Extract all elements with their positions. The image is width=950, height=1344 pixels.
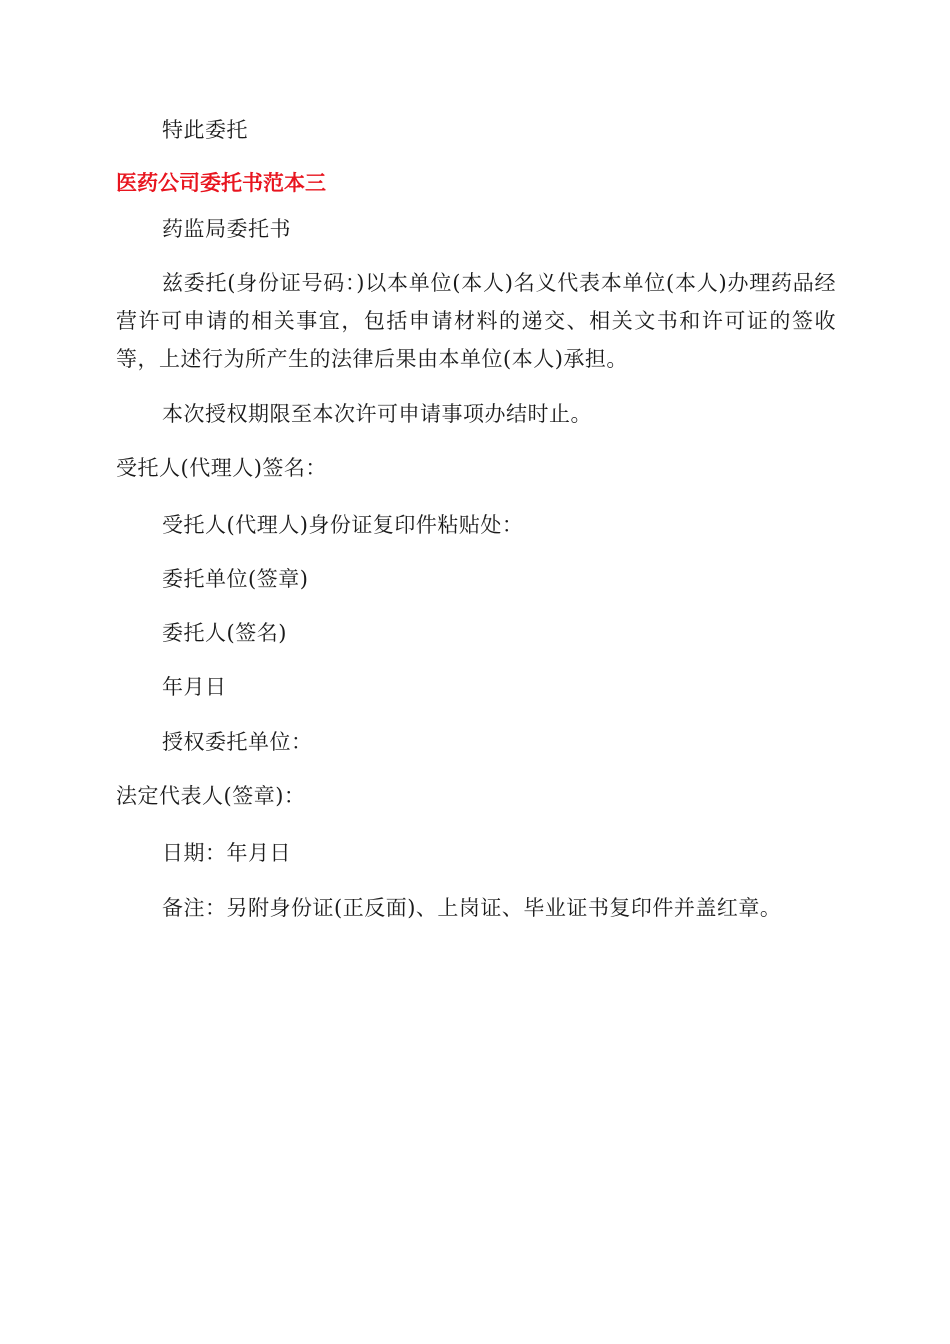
body-paragraph: 兹委托(身份证号码：)以本单位(本人)名义代表本单位(本人)办理药品经营许可申请的相关事宜，包括申请材料的递交、相关文书和许可证的签收等，上述行为所产生的法律后果由本单位(本人)承担。	[116, 271, 836, 371]
legal-representative-label: 法定代表人(签章)：	[116, 784, 306, 808]
section-heading: 医药公司委托书范本三	[116, 171, 326, 195]
document-title: 药监局委托书	[162, 217, 291, 241]
entrusting-person-sign-label: 委托人(签名)	[162, 621, 287, 645]
date-blank: 年月日	[162, 675, 227, 699]
authorizing-unit-label: 授权委托单位：	[162, 730, 313, 754]
closing-text: 特此委托	[162, 118, 248, 142]
agent-id-copy-label: 受托人(代理人)身份证复印件粘贴处：	[162, 513, 524, 537]
entrusting-unit-seal-label: 委托单位(签章)	[162, 567, 309, 591]
agent-signature-label: 受托人(代理人)签名：	[116, 456, 327, 480]
remarks-text: 备注：另附身份证(正反面)、上岗证、毕业证书复印件并盖红章。	[162, 896, 782, 920]
date-line: 日期：年月日	[162, 841, 291, 865]
term-paragraph: 本次授权期限至本次许可申请事项办结时止。	[162, 402, 592, 426]
